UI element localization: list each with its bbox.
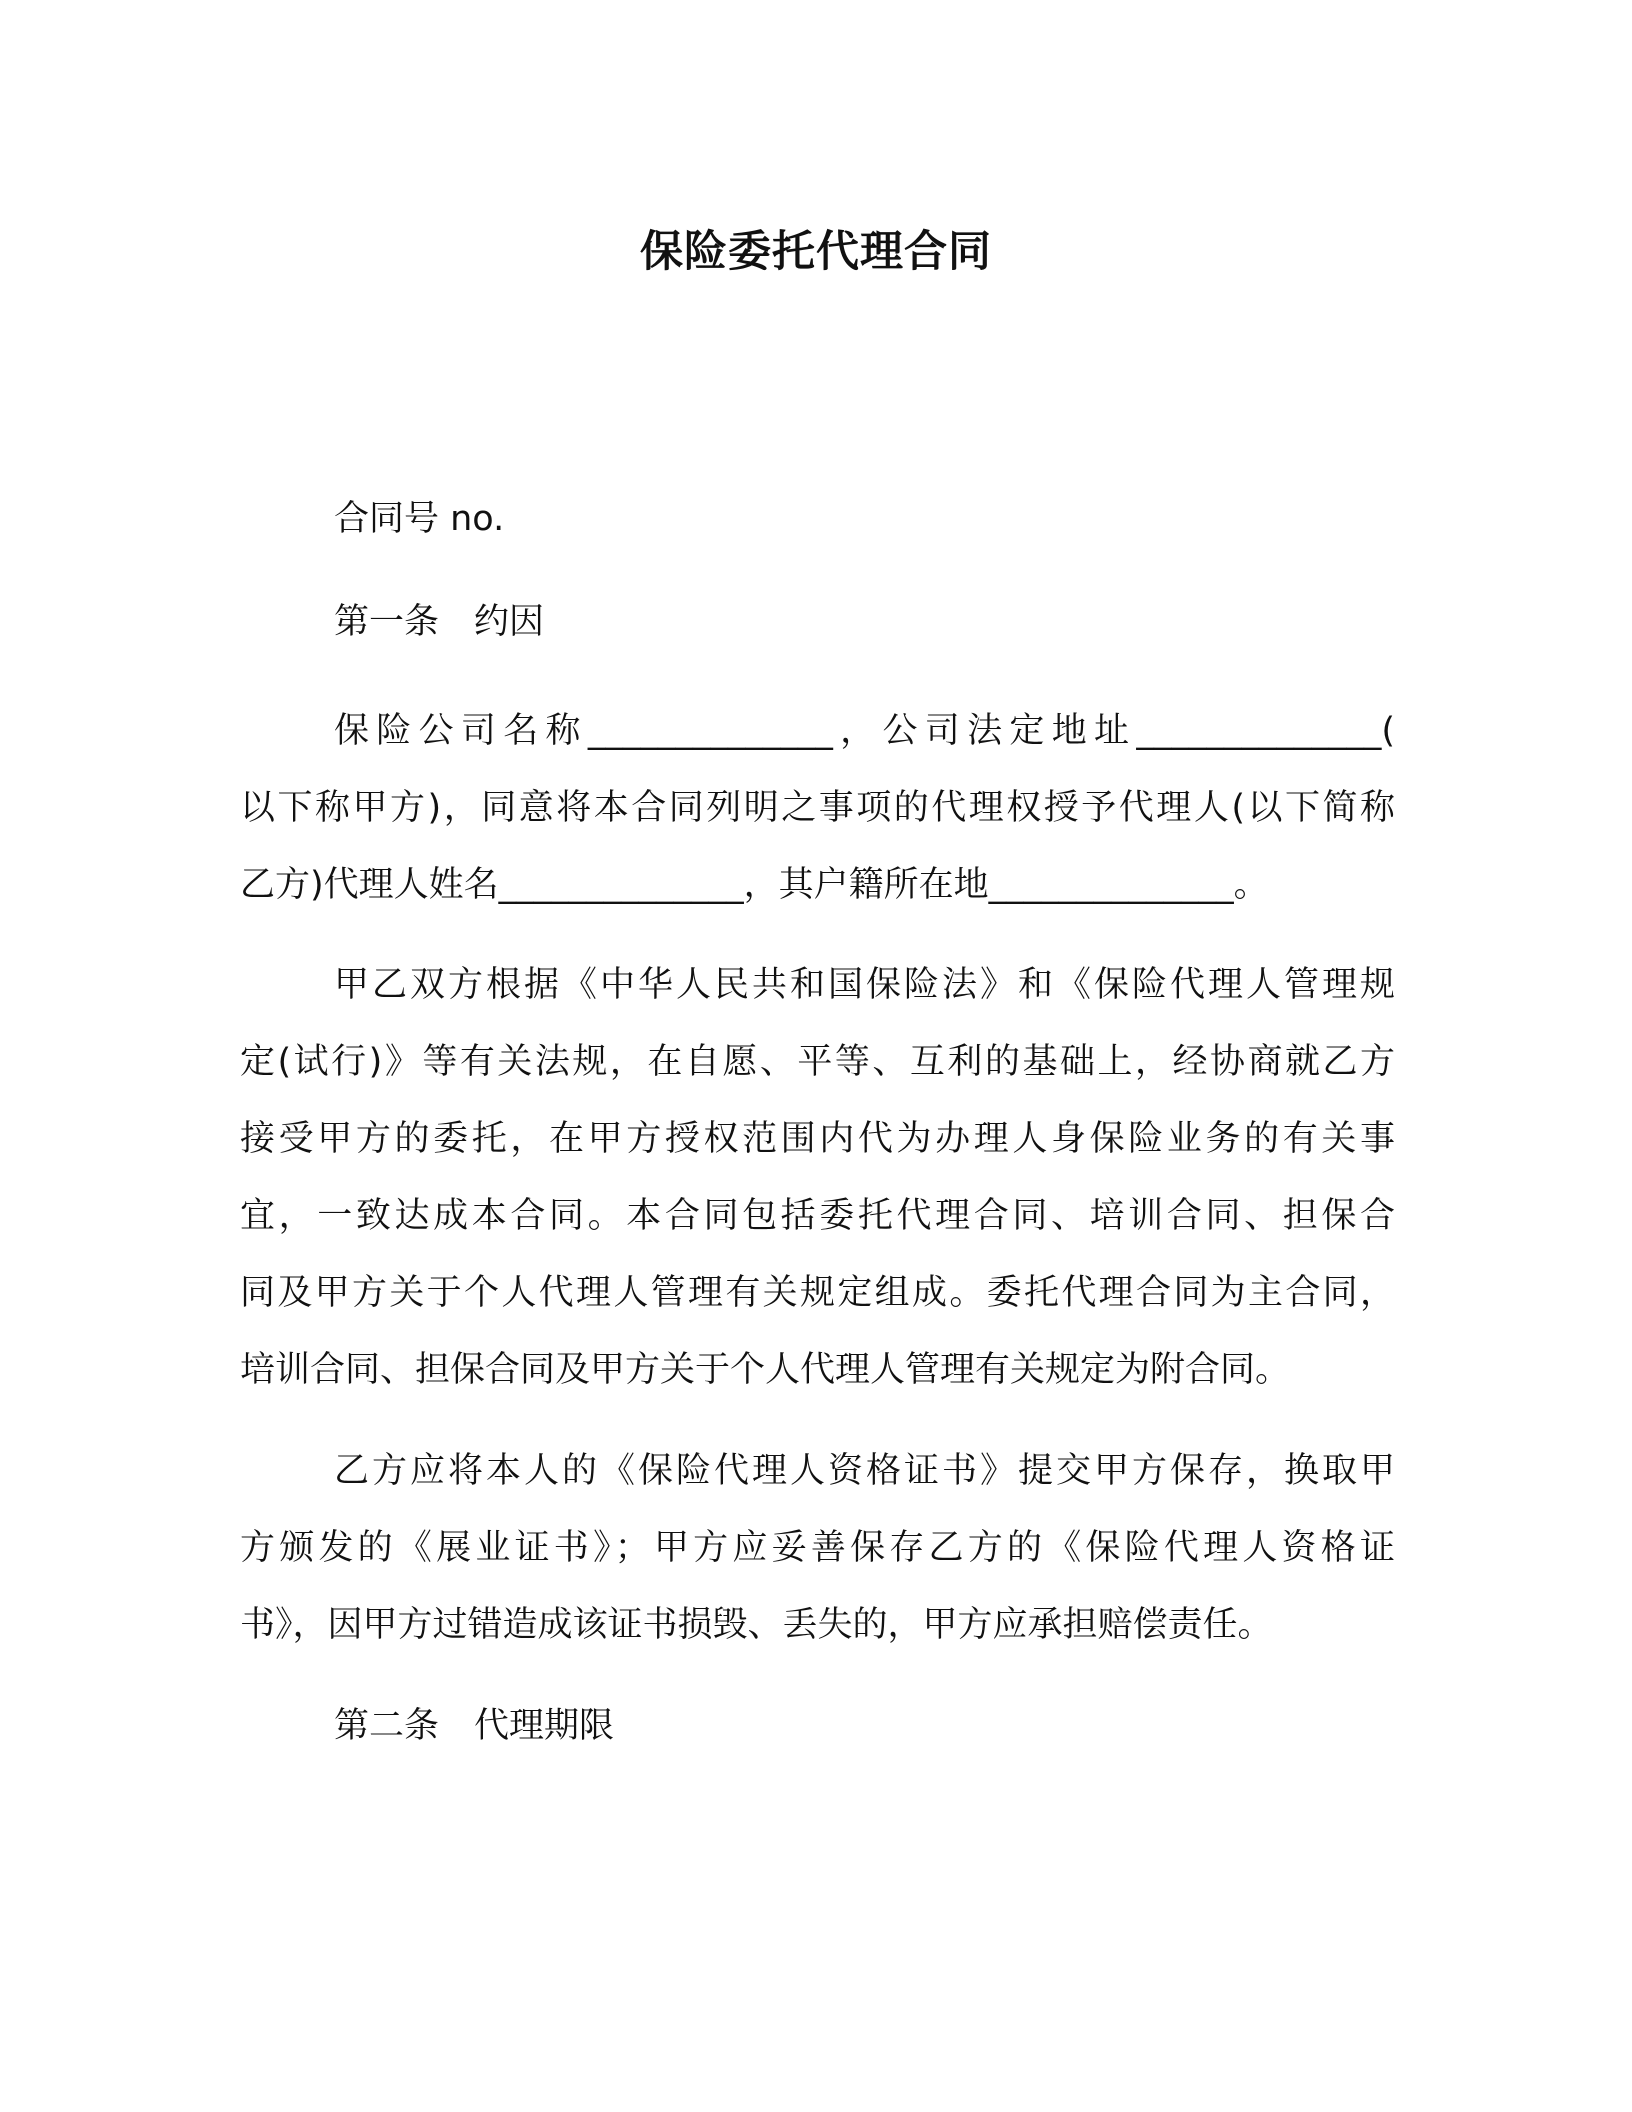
- contract-number: 合同号 no.: [334, 499, 505, 539]
- para-3-line-1: 乙方应将本人的《保险代理人资格证书》提交甲方保存，换取甲: [334, 1451, 1395, 1491]
- para-2-line-3: 接受甲方的委托，在甲方授权范围内代为办理人身保险业务的有关事: [240, 1119, 1395, 1159]
- para-1-line-3: 乙方)代理人姓名______________，其户籍所在地______________。: [240, 865, 1269, 905]
- para-2-line-5: 同及甲方关于个人代理人管理有关规定组成。委托代理合同为主合同，: [240, 1273, 1395, 1313]
- para-1-line-2: 以下称甲方)，同意将本合同列明之事项的代理权授予代理人(以下简称: [240, 788, 1395, 828]
- para-3-line-3: 书》，因甲方过错造成该证书损毁、丢失的，甲方应承担赔偿责任。: [240, 1605, 1273, 1645]
- para-2-line-2: 定(试行)》等有关法规，在自愿、平等、互利的基础上，经协商就乙方: [240, 1042, 1395, 1082]
- para-1-line-1: 保险公司名称______________，公司法定地址______________(: [334, 711, 1395, 751]
- document-title: 保险委托代理合同: [640, 227, 992, 277]
- para-2-line-1: 甲乙双方根据《中华人民共和国保险法》和《保险代理人管理规: [334, 965, 1395, 1005]
- article-1-heading: 第一条 约因: [334, 602, 545, 642]
- para-2-line-4: 宜，一致达成本合同。本合同包括委托代理合同、培训合同、担保合: [240, 1196, 1395, 1236]
- article-2-heading: 第二条 代理期限: [334, 1706, 615, 1746]
- para-3-line-2: 方颁发的《展业证书》；甲方应妥善保存乙方的《保险代理人资格证: [240, 1528, 1395, 1568]
- para-2-line-6: 培训合同、担保合同及甲方关于个人代理人管理有关规定为附合同。: [240, 1350, 1291, 1390]
